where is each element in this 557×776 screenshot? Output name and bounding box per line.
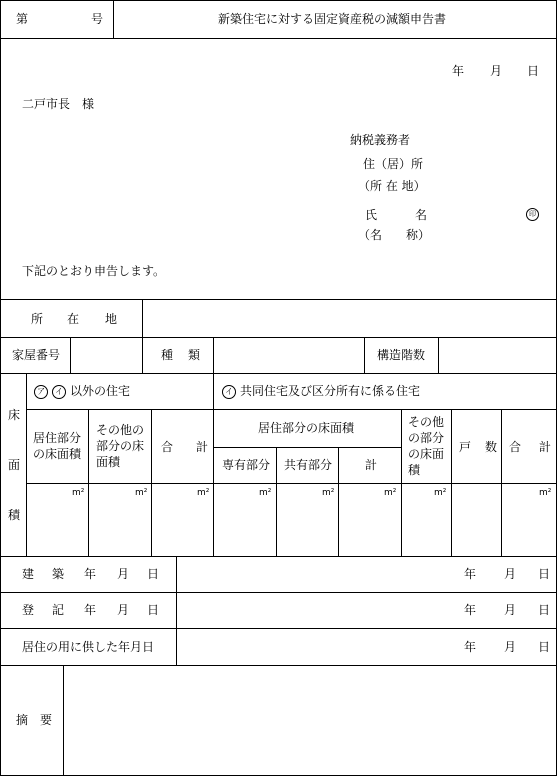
structure-label: 構造階数: [377, 348, 426, 362]
section-a-text: 以外の住宅: [70, 384, 131, 398]
org-name-label-1: （名: [358, 228, 383, 242]
date-month-label: 月: [490, 64, 503, 78]
built-month: 月: [504, 567, 517, 581]
location-row-label: 在: [67, 312, 80, 326]
col-units: 戸: [459, 440, 472, 454]
name-label-1: 氏: [365, 208, 378, 222]
built-date-label: 年: [84, 567, 97, 581]
address-field[interactable]: [430, 153, 550, 173]
rule: [88, 409, 89, 556]
area-unit: m²: [384, 488, 397, 498]
col-subtotal: 計: [365, 458, 378, 472]
rule: [451, 409, 452, 556]
rule: [113, 0, 114, 38]
floor-area-side-label: 床: [8, 408, 21, 422]
kind-field[interactable]: [214, 338, 363, 372]
registered-date-label: 日: [147, 603, 160, 617]
col-units: 数: [485, 440, 498, 454]
rule: [501, 409, 502, 556]
col-total-b: 合: [509, 440, 522, 454]
area-unit: m²: [135, 488, 148, 498]
floor-area-side-label: 積: [8, 508, 21, 522]
remarks-label: 要: [40, 713, 53, 727]
kind-label: 類: [188, 348, 201, 362]
col-shared-part: 共有部分: [284, 458, 333, 472]
built-date-label: 日: [147, 567, 160, 581]
taxpayer-label: 納税義務者: [350, 133, 411, 147]
location-row-label: 地: [105, 312, 118, 326]
structure-field[interactable]: [439, 338, 555, 372]
registered-day: 日: [538, 603, 551, 617]
house-number-label: 家屋番号: [12, 348, 61, 362]
date-day-label: 日: [527, 64, 540, 78]
occupied-year: 年: [464, 640, 477, 654]
registered-date-label: 年: [84, 603, 97, 617]
name-field[interactable]: [430, 204, 522, 224]
col-residential-area: 居住部分の床面積: [33, 431, 82, 461]
circled-a-icon: ア: [34, 385, 48, 399]
rule: [0, 0, 1, 776]
rule: [364, 337, 365, 373]
registered-year: 年: [464, 603, 477, 617]
rule: [401, 409, 402, 556]
built-date-label: 築: [52, 567, 65, 581]
rule: [276, 447, 277, 556]
area-unit: m²: [322, 488, 335, 498]
area-unit: m²: [434, 488, 447, 498]
registered-date-label: 登: [22, 603, 35, 617]
location-field[interactable]: [143, 300, 555, 336]
rule: [0, 0, 557, 1]
house-number-field[interactable]: [71, 338, 141, 372]
floor-area-side-label: 面: [8, 458, 21, 472]
built-date-label: 月: [117, 567, 130, 581]
org-name-label-2: 称）: [406, 228, 431, 242]
occupied-date-label: 居住の用に供した年月日: [22, 640, 155, 654]
area-unit: m²: [259, 488, 272, 498]
rule: [26, 409, 557, 410]
rule: [142, 337, 143, 373]
area-unit: m²: [197, 488, 210, 498]
area-unit: m²: [539, 488, 552, 498]
col-residential-floor-area: 居住部分の床面積: [258, 421, 355, 435]
rule: [213, 373, 214, 556]
date-year-label: 年: [452, 64, 465, 78]
rule: [0, 38, 557, 39]
seal-mark: 印: [526, 208, 539, 221]
col-other-area: その他の部分の床面積: [96, 423, 145, 469]
location-row-label: 所: [31, 312, 44, 326]
addressee: 二戸市長 様: [22, 97, 95, 111]
section-b-heading: [222, 384, 420, 399]
occupied-date-field[interactable]: [177, 629, 555, 664]
built-date-label: 建: [22, 567, 35, 581]
circled-i-icon: イ: [222, 385, 236, 399]
form-number-go: 号: [91, 12, 104, 26]
col-other-area-b: その他の部分の床面積: [408, 415, 445, 477]
built-year: 年: [464, 567, 477, 581]
address-label: 住（居）所: [363, 157, 424, 171]
built-day: 日: [538, 567, 551, 581]
col-total: 合: [161, 440, 174, 454]
registered-date-label: 記: [52, 603, 65, 617]
remarks-label: 摘: [16, 713, 29, 727]
remarks-field[interactable]: [64, 666, 555, 774]
area-unit: m²: [72, 488, 85, 498]
built-date-field[interactable]: [177, 557, 555, 591]
name-label-2: 名: [415, 208, 428, 222]
circled-i-icon: イ: [52, 385, 66, 399]
rule: [151, 409, 152, 556]
rule: [26, 373, 27, 556]
col-private-part: 専有部分: [222, 458, 271, 472]
occupied-day: 日: [538, 640, 551, 654]
rule: [0, 373, 557, 374]
occupied-month: 月: [504, 640, 517, 654]
location-label: （所 在 地）: [358, 179, 426, 193]
registered-month: 月: [504, 603, 517, 617]
rule: [338, 447, 339, 556]
registered-date-label: 月: [117, 603, 130, 617]
col-total: 計: [196, 440, 209, 454]
section-a-heading: [34, 384, 130, 399]
form-number-field[interactable]: [28, 6, 86, 32]
rule: [214, 447, 402, 448]
registered-date-field[interactable]: [177, 593, 555, 627]
declaration-statement: 下記のとおり申告します。: [22, 264, 166, 278]
page-title: 新築住宅に対する固定資産税の減額申告書: [218, 12, 447, 26]
section-b-text: 共同住宅及び区分所有に係る住宅: [240, 384, 421, 398]
col-total-b: 計: [539, 440, 552, 454]
rule: [26, 483, 557, 484]
kind-label: 種: [161, 348, 174, 362]
form-number-dai: 第: [16, 12, 29, 26]
